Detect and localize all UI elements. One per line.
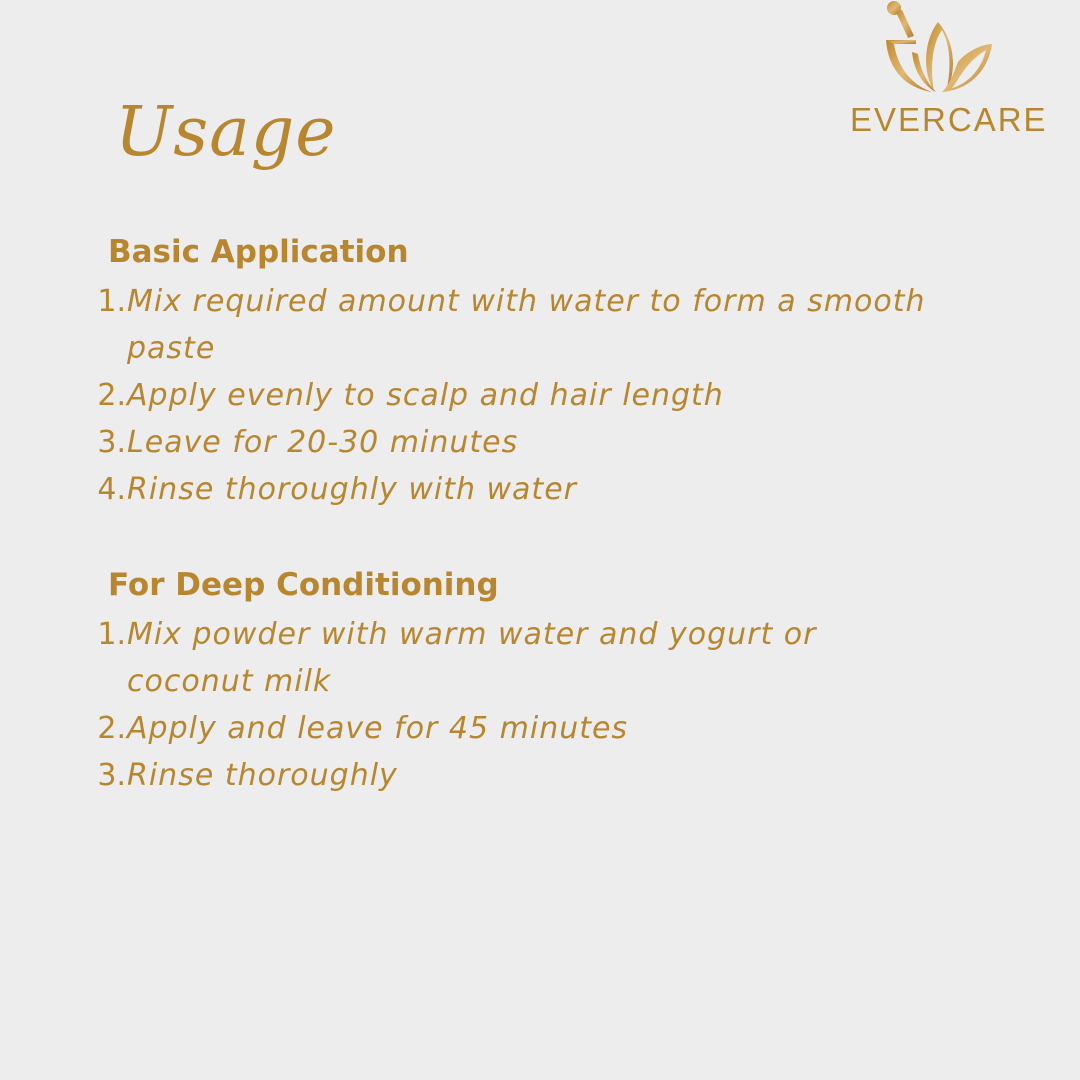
- list-item: [96, 705, 1016, 752]
- brand-logo: [850, 0, 1048, 140]
- step-text: Mix required amount with water to form a smooth paste: [127, 284, 926, 366]
- step-text: Mix powder with warm water and yogurt or coconut milk: [127, 617, 817, 699]
- list-item: [96, 466, 1016, 513]
- step-number: 3.: [97, 425, 126, 460]
- step-text: Apply and leave for 45 minutes: [127, 711, 629, 746]
- mortar-pestle-lotus-icon: [884, 0, 996, 96]
- step-number: 1.: [97, 284, 126, 319]
- page-title: Usage: [115, 93, 337, 172]
- list-item: [96, 611, 1016, 705]
- step-number: 4.: [97, 472, 126, 507]
- step-number: 3.: [97, 758, 126, 793]
- list-item: [96, 278, 1016, 372]
- section-basic-application: [96, 232, 1016, 513]
- step-text: Rinse thoroughly: [127, 758, 398, 793]
- section-heading: Basic Application: [108, 234, 409, 270]
- brand-name: EVERCARE: [850, 101, 1048, 138]
- list-item: [96, 752, 1016, 799]
- step-text: Rinse thoroughly with water: [127, 472, 577, 507]
- steps-list: [96, 611, 1016, 799]
- section-heading: For Deep Conditioning: [108, 567, 499, 603]
- step-text: Leave for 20-30 minutes: [127, 425, 519, 460]
- step-number: 2.: [97, 378, 126, 413]
- steps-list: [96, 278, 1016, 513]
- list-item: [96, 372, 1016, 419]
- step-number: 2.: [97, 711, 126, 746]
- section-deep-conditioning: [96, 565, 1016, 799]
- list-item: [96, 419, 1016, 466]
- step-text: Apply evenly to scalp and hair length: [127, 378, 724, 413]
- step-number: 1.: [97, 617, 126, 652]
